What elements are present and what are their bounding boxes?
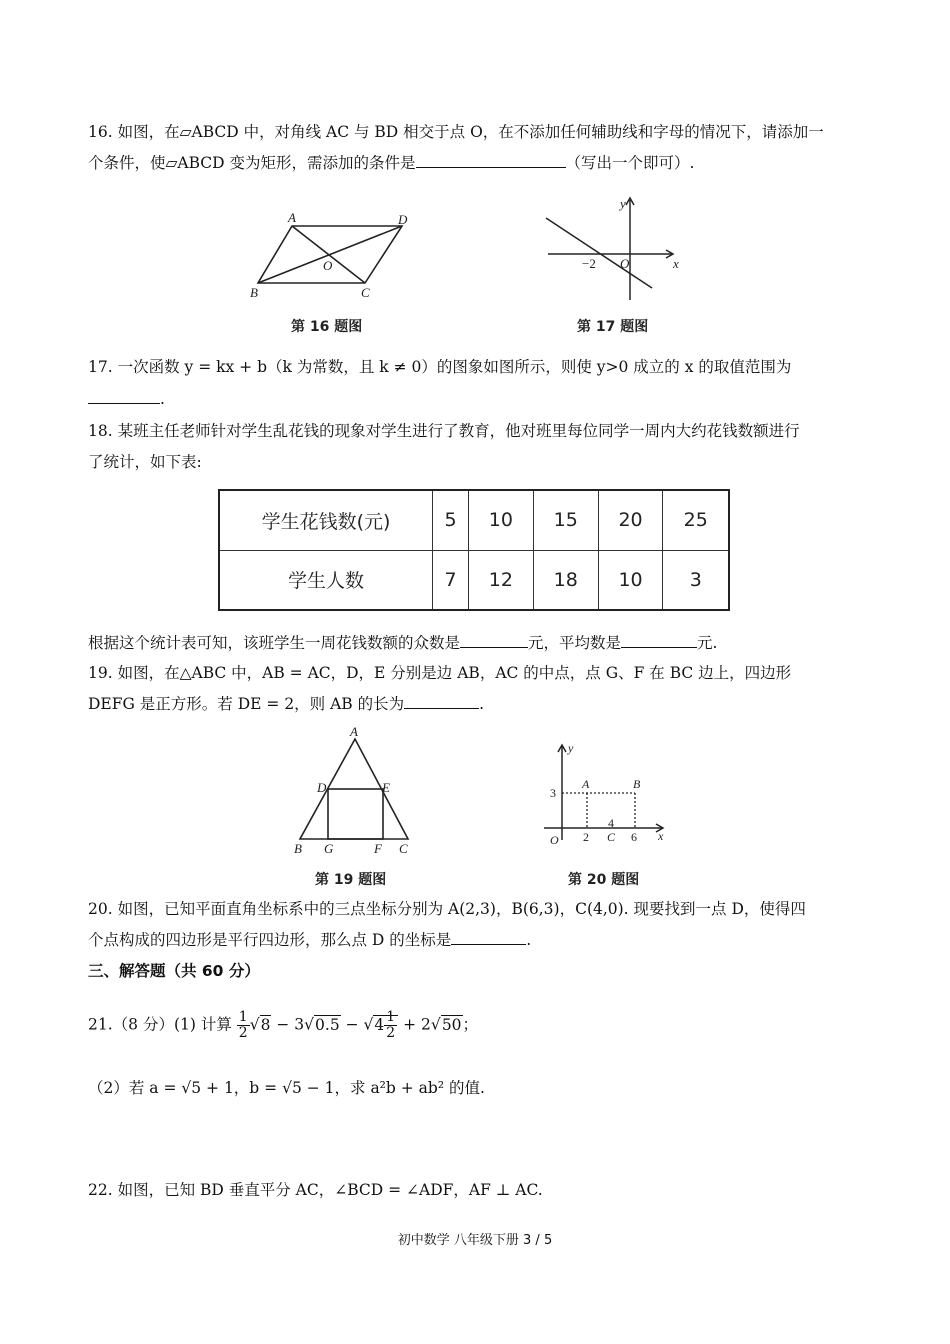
- fig20-tick-2: 2: [583, 830, 589, 844]
- table-cell: 15: [533, 490, 598, 550]
- fig19-triangle: [288, 725, 418, 857]
- fig20-label-y: y: [568, 741, 574, 755]
- fig19-label-a: A: [350, 725, 358, 739]
- q21-part2: （2）若 a = √5 + 1，b = √5 − 1，求 a²b + ab² 的值.: [88, 1079, 485, 1097]
- table-cell: 12: [468, 550, 533, 610]
- page-footer: 初中数学 八年级下册 3 / 5: [397, 1233, 553, 1248]
- fig19-label-e: E: [382, 780, 390, 795]
- fig17-caption: 第 17 题图: [577, 319, 649, 335]
- table-header-cell: 学生人数: [219, 550, 433, 610]
- q19-line2-tail: .: [479, 695, 485, 713]
- fig16-caption: 第 16 题图: [291, 319, 363, 335]
- table-row: [219, 490, 729, 550]
- table-cell: 5: [433, 490, 469, 550]
- q17-line1: 17. 一次函数 y = kx + b（k 为常数，且 k ≠ 0）的图象如图所示，则使 y>0 成立的 x 的取值范围为: [88, 358, 792, 376]
- fig20-coordinate-plane: [538, 740, 673, 850]
- table-row: [219, 550, 729, 610]
- q17-answer-blank: [88, 389, 160, 404]
- fig17-label-neg2: −2: [582, 256, 596, 271]
- table-cell: 20: [598, 490, 663, 550]
- q18-after: [88, 633, 717, 653]
- fig17-graph: [540, 192, 690, 304]
- section-heading: 三、解答题（共 60 分）: [88, 962, 260, 980]
- table-cell: 25: [663, 490, 729, 550]
- fig19-label-c: C: [399, 841, 408, 856]
- q17-line2-tail: .: [160, 390, 165, 408]
- fig20-label-b: B: [633, 777, 641, 791]
- q20-line2-tail: .: [526, 931, 532, 949]
- fig20-label-x: x: [658, 829, 664, 843]
- q18-line1: 18. 某班主任老师针对学生乱花钱的现象对学生进行了教育，他对班里每位同学一周内大约花钱数额进行: [88, 422, 800, 440]
- table-header-cell: 学生花钱数(元): [219, 490, 433, 550]
- fig20-tick-4: 4: [608, 816, 614, 830]
- q16-line2-tail: （写出一个即可）.: [565, 154, 695, 172]
- fig16-label-o: O: [323, 258, 333, 273]
- fig16-parallelogram: [240, 208, 420, 303]
- q18-stats-table: [218, 489, 730, 611]
- fig17-label-o: O: [620, 256, 630, 271]
- table-cell: 18: [533, 550, 598, 610]
- q17-line2: [88, 389, 165, 409]
- fig19-label-b: B: [294, 841, 302, 856]
- q16-line2: [88, 153, 694, 173]
- q22-line1: 22. 如图，已知 BD 垂直平分 AC，∠BCD = ∠ADF，AF ⊥ AC.: [88, 1181, 543, 1199]
- table-cell: 10: [468, 490, 533, 550]
- fig20-tick-6: 6: [631, 830, 637, 844]
- q18-line2: 了统计，如下表:: [88, 453, 202, 471]
- q20-line2-text: 个点构成的四边形是平行四边形，那么点 D 的坐标是: [88, 931, 452, 949]
- q19-line2: [88, 694, 484, 714]
- q18-mode-blank: [460, 633, 528, 648]
- q16-line1: 16. 如图，在▱ABCD 中，对角线 AC 与 BD 相交于点 O，在不添加任何辅助线和字母的情况下，请添加一: [88, 123, 824, 141]
- q16-answer-blank: [416, 153, 566, 168]
- fig19-label-g: G: [324, 841, 334, 856]
- fig20-label-c: C: [607, 830, 616, 844]
- fig16-label-a: A: [288, 210, 296, 225]
- q19-line2-text: DEFG 是正方形。若 DE = 2，则 AB 的长为: [88, 695, 405, 713]
- q16-line2-text: 个条件，使▱ABCD 变为矩形，需添加的条件是: [88, 154, 416, 172]
- table-cell: 3: [663, 550, 729, 610]
- q18-after-text-a: 根据这个统计表可知，该班学生一周花钱数额的众数是: [88, 634, 461, 652]
- table-cell: 7: [433, 550, 469, 610]
- q20-answer-blank: [451, 930, 526, 945]
- fig19-caption: 第 19 题图: [315, 872, 387, 888]
- fig16-label-b: B: [250, 285, 258, 300]
- q18-after-text-b: 元，平均数是: [528, 634, 622, 652]
- q18-after-text-c: 元.: [697, 634, 718, 652]
- q21-fraction-half: $\frac{1}{2}$: [238, 1009, 248, 1041]
- fig17-label-x: x: [673, 256, 679, 271]
- q21-part1-prefix: 21.（8 分）(1) 计算: [88, 1015, 232, 1034]
- table-cell: 10: [598, 550, 663, 610]
- fig19-label-d: D: [317, 780, 327, 795]
- fig20-label-a: A: [582, 777, 590, 791]
- fig20-tick-3: 3: [550, 786, 556, 800]
- q20-line1: 20. 如图，已知平面直角坐标系中的三点坐标分别为 A(2,3)，B(6,3)，C(4,0). 现要找到一点 D，使得四: [88, 900, 806, 918]
- q19-line1: 19. 如图，在△ABC 中，AB = AC，D，E 分别是边 AB，AC 的中点，点 G、F 在 BC 边上，四边形: [88, 664, 792, 682]
- q21-part1: 21.（8 分）(1) 计算 $\frac{1}{2}$ √8 − 3√0.5 − √4 $\frac{1}{2}$ + 2√50；: [88, 1009, 479, 1041]
- fig19-label-f: F: [374, 841, 382, 856]
- q20-line2: [88, 930, 531, 950]
- q18-mean-blank: [621, 633, 697, 648]
- fig16-label-c: C: [361, 285, 370, 300]
- fig17-label-y: y: [620, 196, 626, 211]
- q19-answer-blank: [404, 694, 479, 709]
- fig20-label-o: O: [550, 833, 559, 847]
- fig16-label-d: D: [398, 212, 408, 227]
- fig20-caption: 第 20 题图: [568, 872, 640, 888]
